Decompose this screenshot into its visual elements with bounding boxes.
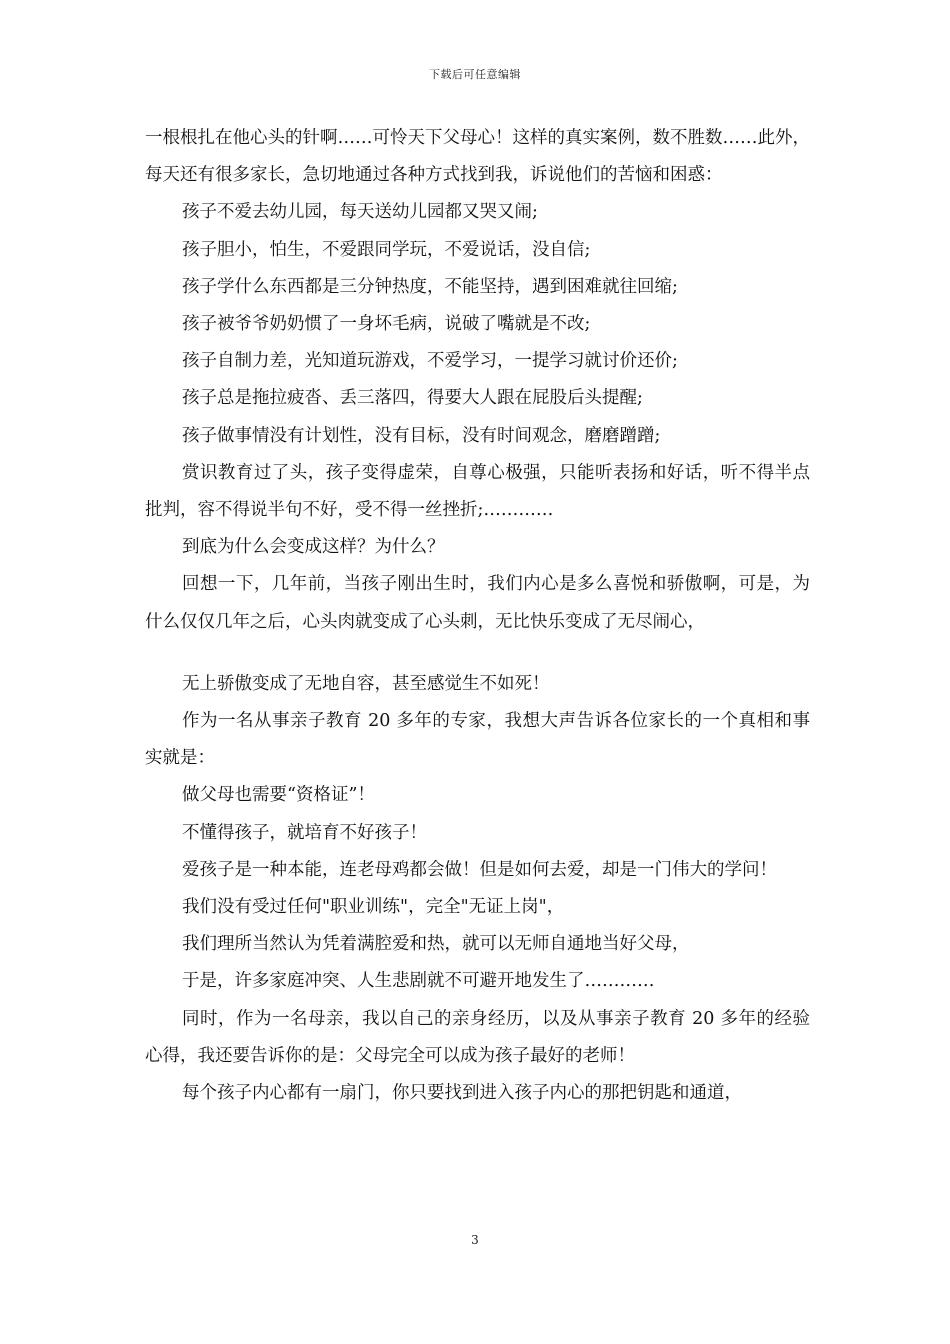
- paragraph: 到底为什么会变成这样？为什么？: [182, 537, 445, 558]
- paragraph: 我们理所当然认为凭着满腔爱和热，就可以无师自通地当好父母，: [182, 934, 690, 955]
- paragraph: 不懂得孩子，就培育不好孩子！: [182, 822, 427, 843]
- paragraph: 孩子被爷爷奶奶惯了一身坏毛病，说破了嘴就是不改;: [182, 314, 591, 335]
- paragraph: 每个孩子内心都有一扇门，你只要找到进入孩子内心的那把钥匙和通道，: [182, 1083, 742, 1104]
- paragraph: 孩子不爱去幼儿园，每天送幼儿园都又哭又闹;: [182, 202, 538, 223]
- page-header: 下载后可任意编辑: [429, 68, 521, 81]
- paragraph: 同时，作为一名母亲，我以自己的亲身经历，以及从事亲子教育 20 多年的经验心得，我还要告诉你的是：父母完全可以成为孩子最好的老师！: [145, 1008, 810, 1066]
- paragraph: 于是，许多家庭冲突、人生悲剧就不可避开地发生了…………: [182, 971, 655, 992]
- paragraph: 孩子总是拖拉疲沓、丢三落四，得要大人跟在屁股后头提醒;: [182, 388, 643, 409]
- paragraph: 孩子做事情没有计划性，没有目标，没有时间观念，磨磨蹭蹭;: [182, 425, 661, 446]
- paragraph: 孩子自制力差，光知道玩游戏，不爱学习，一提学习就讨价还价;: [182, 351, 678, 372]
- paragraph: 爱孩子是一种本能，连老母鸡都会做！但是如何去爱，却是一门伟大的学问！: [182, 859, 777, 880]
- paragraph: 做父母也需要“资格证”！: [182, 785, 375, 806]
- paragraph: 赏识教育过了头，孩子变得虚荣，自尊心极强，只能听表扬和好话，听不得半点批判，容不得说半句不好，受不得一丝挫折;…………: [145, 462, 810, 521]
- page-number: 3: [471, 1233, 479, 1247]
- paragraph: 孩子胆小，怕生，不爱跟同学玩，不爱说话，没自信;: [182, 239, 591, 260]
- document-body: [145, 120, 810, 1112]
- paragraph: 孩子学什么东西都是三分钟热度，不能坚持，遇到困难就往回缩;: [182, 276, 678, 297]
- paragraph-gap: [145, 641, 810, 666]
- paragraph: 我们没有受过任何"职业训练"，完全"无证上岗"，: [182, 897, 565, 918]
- paragraph: 一根根扎在他心头的针啊……可怜天下父母心！这样的真实案例，数不胜数……此外，每天还有很多家长，急切地通过各种方式找到我，诉说他们的苦恼和困惑：: [145, 128, 810, 186]
- paragraph: 作为一名从事亲子教育 20 多年的专家，我想大声告诉各位家长的一个真相和事实就是：: [145, 711, 810, 769]
- paragraph: 无上骄傲变成了无地自容，甚至感觉生不如死！: [182, 673, 550, 694]
- paragraph: 回想一下，几年前，当孩子刚出生时，我们内心是多么喜悦和骄傲啊，可是，为什么仅仅几年之后，心头肉就变成了心头刺，无比快乐变成了无尽闹心，: [145, 574, 810, 632]
